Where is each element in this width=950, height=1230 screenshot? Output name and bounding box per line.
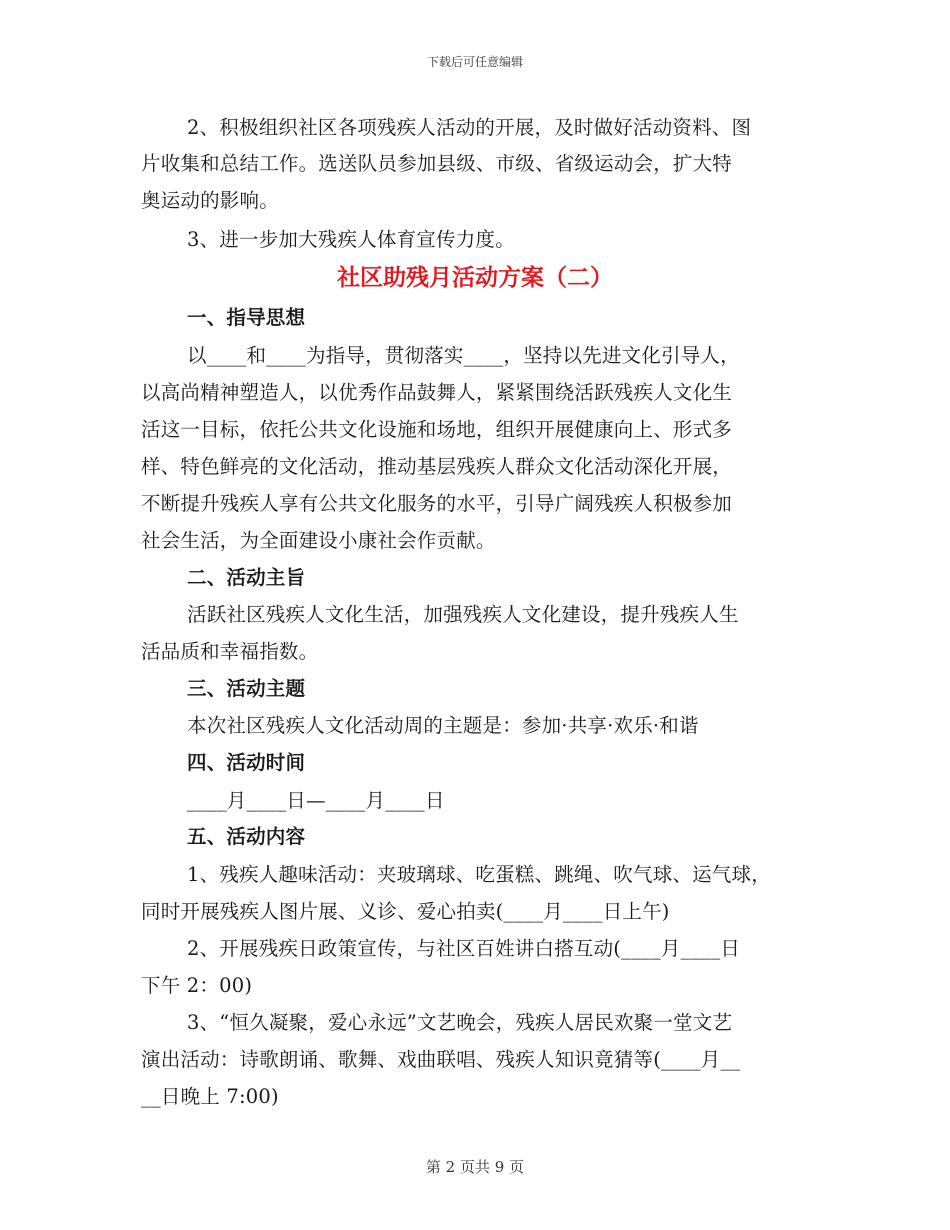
heading-activity-content: 五、活动内容 bbox=[187, 825, 306, 848]
paragraph-line: 本次社区残疾人文化活动周的主题是：参加·共享·欢乐·和谐 bbox=[187, 714, 699, 737]
page-footer: 第 2 页共 9 页 bbox=[425, 1158, 525, 1176]
paragraph-line: 下午 2：00) bbox=[141, 974, 253, 997]
paragraph-line: 演出活动：诗歌朗诵、歌舞、戏曲联唱、残疾人知识竟猜等(____月__ bbox=[141, 1048, 741, 1071]
heading-activity-time: 四、活动时间 bbox=[187, 751, 306, 774]
paragraph-line: 不断提升残疾人享有公共文化服务的水平，引导广阔残疾人积极参加 bbox=[141, 492, 733, 515]
page-header: 下载后可任意编辑 bbox=[426, 55, 523, 69]
heading-activity-theme: 三、活动主题 bbox=[187, 677, 306, 700]
paragraph-line: 活这一目标，依托公共文化设施和场地，组织开展健康向上、形式多 bbox=[141, 418, 733, 441]
section-title: 社区助残月活动方案（二） bbox=[337, 264, 613, 291]
heading-guiding-ideology: 一、指导思想 bbox=[187, 306, 306, 329]
paragraph-line: 样、特色鲜亮的文化活动，推动基层残疾人群众文化活动深化开展， bbox=[141, 455, 733, 478]
paragraph-line: 以高尚精神塑造人，以优秀作品鼓舞人，紧紧围绕活跃残疾人文化生 bbox=[141, 381, 733, 404]
paragraph-line: 3、进一步加大残疾人体育宣传力度。 bbox=[187, 228, 515, 251]
paragraph-line: ____月____日—____月____日 bbox=[187, 789, 445, 812]
paragraph-line: 同时开展残疾人图片展、义诊、爱心拍卖(____月____日上午) bbox=[141, 900, 670, 923]
paragraph-line: 3、“恒久凝聚，爱心永远”文艺晚会，残疾人居民欢聚一堂文艺 bbox=[187, 1011, 733, 1034]
paragraph-line: __日晚上 7:00) bbox=[141, 1085, 279, 1108]
heading-activity-purpose: 二、活动主旨 bbox=[187, 566, 306, 589]
paragraph-line: 社会生活，为全面建设小康社会作贡献。 bbox=[141, 529, 496, 552]
paragraph-line: 2、开展残疾日政策宣传，与社区百姓讲白搭互动(____月____日 bbox=[187, 937, 741, 960]
paragraph-line: 活跃社区残疾人文化生活，加强残疾人文化建设，提升残疾人生 bbox=[187, 603, 739, 626]
paragraph-line: 活品质和幸福指数。 bbox=[141, 640, 319, 663]
paragraph-line: 奥运动的影响。 bbox=[141, 189, 279, 212]
paragraph-line: 以____和____为指导，贯彻落实____，坚持以先进文化引导人， bbox=[187, 344, 740, 367]
paragraph-line: 片收集和总结工作。选送队员参加县级、市级、省级运动会，扩大特 bbox=[141, 152, 733, 175]
paragraph-line: 2、积极组织社区各项残疾人活动的开展，及时做好活动资料、图 bbox=[187, 116, 752, 139]
paragraph-line: 1、残疾人趣味活动：夹玻璃球、吃蛋糕、跳绳、吹气球、运气球， bbox=[187, 863, 771, 886]
